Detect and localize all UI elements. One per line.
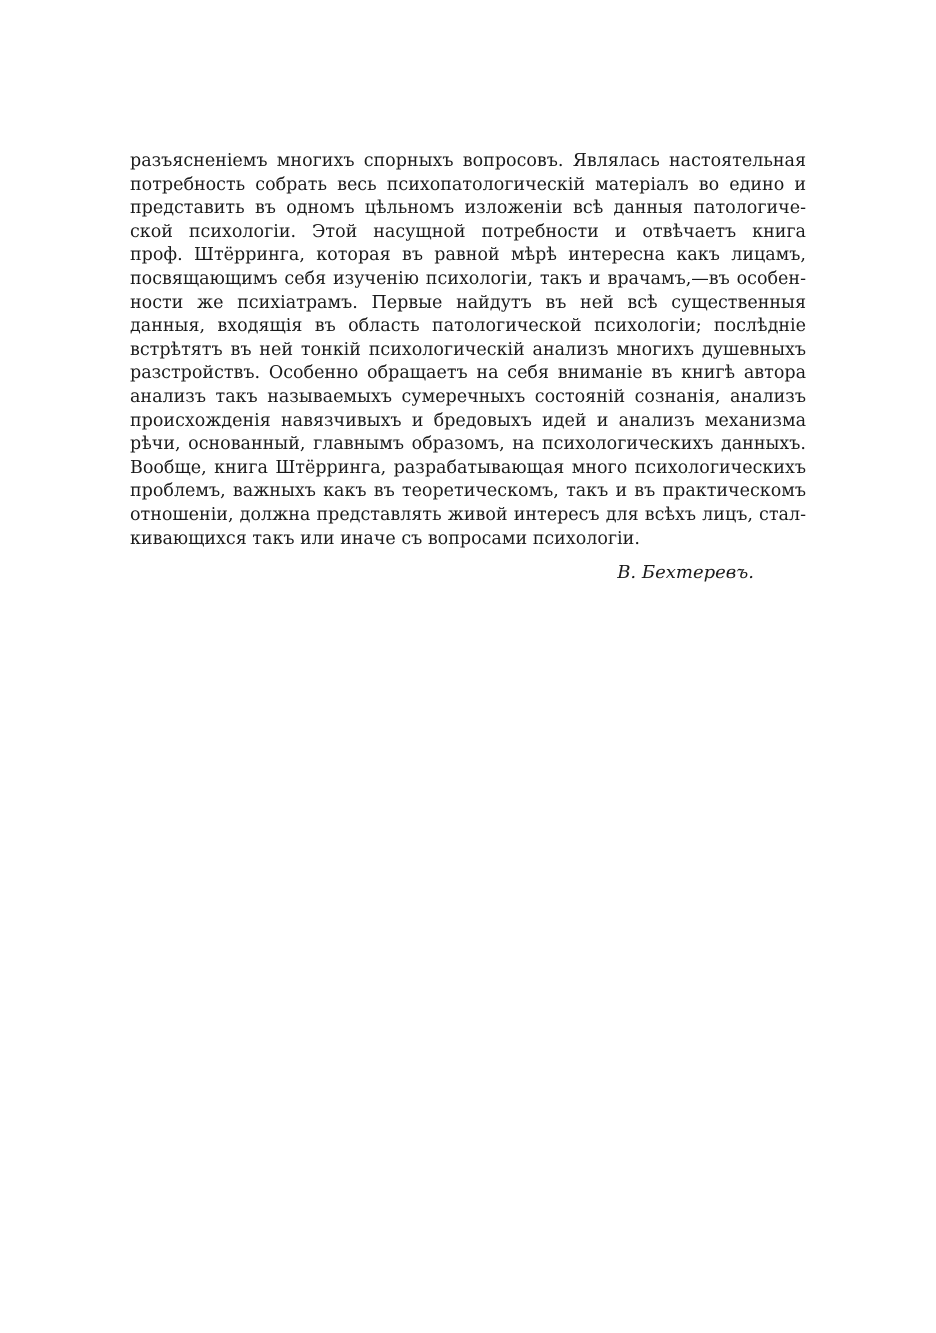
text-line: анализъ такъ называемыхъ сумеречныхъ состояній сознанія, анализъ: [130, 386, 806, 407]
text-line: разстройствъ. Особенно обращаетъ на себя вниманіе въ книгѣ автора: [130, 363, 806, 384]
body-paragraph: [130, 150, 806, 551]
text-line: посвящающимъ себя изученію психологіи, такъ и врачамъ,—въ особен-: [130, 268, 806, 289]
text-line: отношеніи, должна представлять живой интересъ для всѣхъ лицъ, стал-: [130, 504, 806, 525]
text-line: встрѣтятъ въ ней тонкій психологическій анализъ многихъ душевныхъ: [130, 339, 806, 360]
text-line: рѣчи, основанный, главнымъ образомъ, на психологическихъ данныхъ.: [130, 434, 806, 455]
text-line: ности же психіатрамъ. Первые найдутъ въ ней всѣ существенныя: [130, 292, 806, 313]
text-line: ской психологіи. Этой насущной потребности и отвѣчаетъ книга: [130, 221, 806, 242]
text-line: происхожденія навязчивыхъ и бредовыхъ идей и анализъ механизма: [130, 410, 806, 431]
text-line: проблемъ, важныхъ какъ въ теоретическомъ, такъ и въ практическомъ: [130, 481, 806, 502]
text-line: потребность собрать весь психопатологическій матеріалъ во едино и: [130, 174, 806, 195]
text-line: данныя, входящія въ область патологической психологіи; послѣдніе: [130, 316, 806, 337]
author-signature: В. Бехтеревъ.: [617, 562, 754, 583]
text-line: разъясненіемъ многихъ спорныхъ вопросовъ. Являлась настоятельная: [130, 151, 806, 171]
text-line: кивающихся такъ или иначе съ вопросами психологіи.: [130, 528, 640, 549]
text-line: представить въ одномъ цѣльномъ изложеніи всѣ данныя патологиче-: [130, 198, 806, 219]
text-line: проф. Штёрринга, которая въ равной мѣрѣ интересна какъ лицамъ,: [130, 245, 806, 266]
text-line: Вообще, книга Штёрринга, разрабатывающая много психологическихъ: [130, 457, 806, 478]
